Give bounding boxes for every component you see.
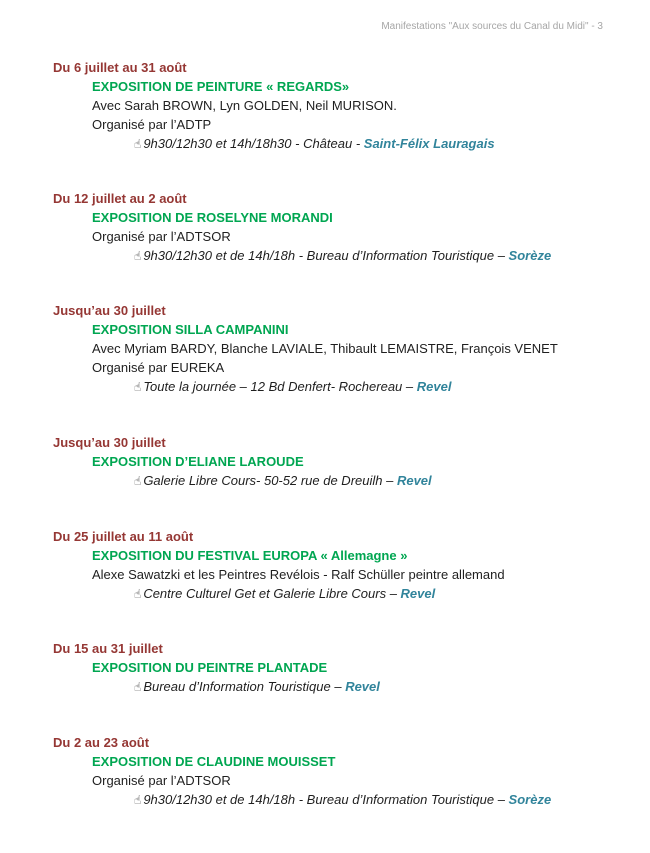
- event-detail: Organisé par l’ADTP: [92, 117, 212, 132]
- page-header: Manifestations "Aux sources du Canal du Midi" - 3: [381, 21, 603, 32]
- event-info: [134, 378, 451, 396]
- event-info: [134, 678, 380, 696]
- event-schedule: Bureau d’Information Touristique –: [143, 679, 346, 694]
- event-date: Du 25 juillet au 11 août: [53, 529, 194, 544]
- event-info: [134, 135, 495, 153]
- event-title: EXPOSITION DE PEINTURE « REGARDS»: [92, 79, 350, 94]
- event-schedule: Centre Culturel Get et Galerie Libre Cours –: [143, 586, 401, 601]
- event-place: Revel: [400, 586, 436, 601]
- event-detail: Avec Myriam BARDY, Blanche LAVIALE, Thibault LEMAISTRE, François VENET: [92, 341, 558, 356]
- event-title: EXPOSITION DE CLAUDINE MOUISSET: [92, 754, 336, 769]
- event-detail: Alexe Sawatzki et les Peintres Revélois - Ralf Schüller peintre allemand: [92, 567, 505, 582]
- event-schedule: 9h30/12h30 et 14h/18h30 - Château -: [143, 136, 364, 151]
- event-title: EXPOSITION DU PEINTRE PLANTADE: [92, 660, 328, 675]
- event-date: Du 6 juillet au 31 août: [53, 60, 187, 75]
- event-info: [134, 247, 551, 265]
- event-place: Sorèze: [508, 248, 552, 263]
- event-schedule: Toute la journée – 12 Bd Denfert- Rochereau –: [143, 379, 417, 394]
- pointing-hand-icon: ☝: [134, 587, 142, 601]
- event-title: EXPOSITION DE ROSELYNE MORANDI: [92, 210, 333, 225]
- pointing-hand-icon: ☝: [134, 680, 142, 694]
- pointing-hand-icon: ☝: [134, 474, 142, 488]
- event-schedule: Galerie Libre Cours- 50-52 rue de Dreuilh –: [143, 473, 397, 488]
- event-title: EXPOSITION DU FESTIVAL EUROPA « Allemagne »: [92, 548, 408, 563]
- event-info: [134, 585, 435, 603]
- event-place: Revel: [416, 379, 452, 394]
- pointing-hand-icon: ☝: [134, 380, 142, 394]
- event-info: [134, 472, 432, 490]
- event-detail: Organisé par l’ADTSOR: [92, 773, 231, 788]
- event-date: Jusqu’au 30 juillet: [53, 435, 166, 450]
- pointing-hand-icon: ☝: [134, 793, 142, 807]
- event-title: EXPOSITION SILLA CAMPANINI: [92, 322, 289, 337]
- event-place: Saint-Félix Lauragais: [363, 136, 495, 151]
- event-detail: Avec Sarah BROWN, Lyn GOLDEN, Neil MURISON.: [92, 98, 397, 113]
- event-title: EXPOSITION D’ELIANE LAROUDE: [92, 454, 304, 469]
- event-date: Du 2 au 23 août: [53, 735, 150, 750]
- event-detail: Organisé par EUREKA: [92, 360, 225, 375]
- event-place: Sorèze: [508, 792, 552, 807]
- event-date: Du 15 au 31 juillet: [53, 641, 163, 656]
- pointing-hand-icon: ☝: [134, 249, 142, 263]
- event-date: Jusqu’au 30 juillet: [53, 303, 166, 318]
- event-info: [134, 791, 551, 809]
- event-schedule: 9h30/12h30 et de 14h/18h - Bureau d’Information Touristique –: [143, 248, 509, 263]
- event-date: Du 12 juillet au 2 août: [53, 191, 187, 206]
- pointing-hand-icon: ☝: [134, 137, 142, 151]
- event-detail: Organisé par l’ADTSOR: [92, 229, 231, 244]
- event-schedule: 9h30/12h30 et de 14h/18h - Bureau d’Information Touristique –: [143, 792, 509, 807]
- event-place: Revel: [396, 473, 432, 488]
- event-place: Revel: [345, 679, 380, 694]
